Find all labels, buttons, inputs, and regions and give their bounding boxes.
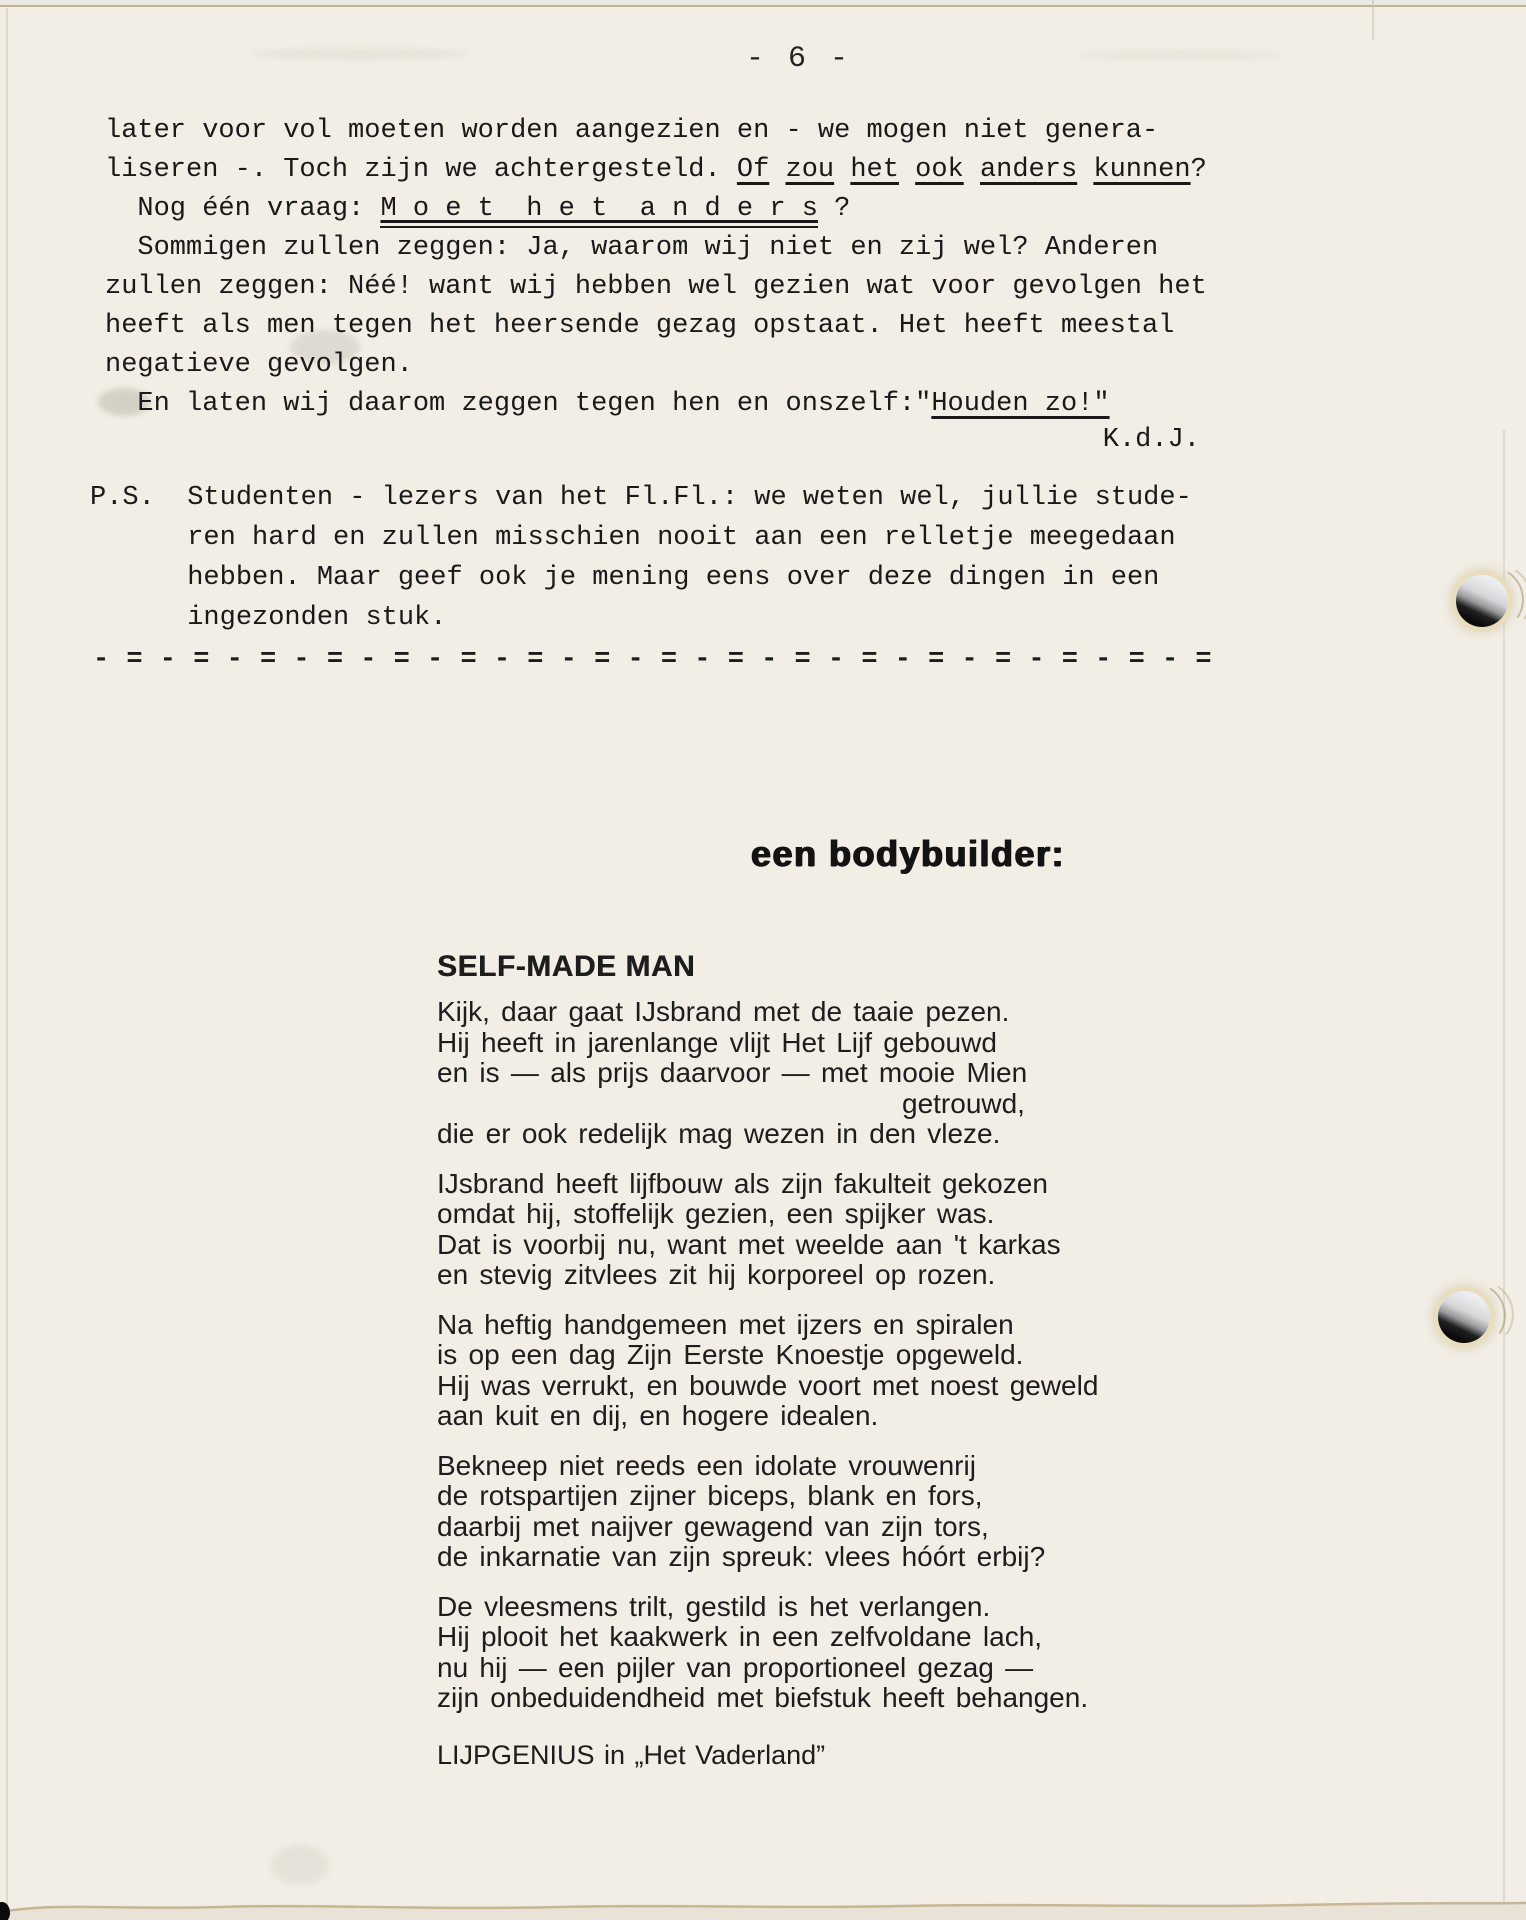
typewriter-line (105, 346, 1207, 385)
poem-stanza (437, 997, 1157, 1150)
poem-line: Hij heeft in jarenlange vlijt Het Lijf gebouwd (437, 1026, 997, 1058)
typewriter-line (105, 190, 1207, 229)
typewriter-line (105, 229, 1207, 268)
text-segment: later voor vol moeten worden aangezien en - we mogen niet genera- (105, 116, 1159, 146)
text-segment: P.S. Studenten - lezers van het Fl.Fl.: we weten wel, jullie stude- (90, 483, 1192, 513)
poem-line: Hij plooit het kaakwerk in een zelfvoldane lach, (437, 1621, 1043, 1652)
postscript-paragraph (90, 478, 1192, 638)
text-segment: ren hard en zullen misschien nooit aan een relletje meegedaan (90, 523, 1176, 553)
typewriter-line (105, 151, 1207, 190)
poem-credit: LIJPGENIUS in „Het Vaderland” (437, 1739, 826, 1770)
underlined-text: Houden zo!" (931, 389, 1110, 419)
typewriter-line (90, 478, 1192, 518)
poem-line: getrouwd, (902, 1087, 1025, 1119)
underlined-text: M o e t h e t a n d e r s (380, 194, 817, 228)
poem-line: omdat hij, stoffelijk gezien, een spijker was. (437, 1198, 995, 1229)
poem-line: Bekneep niet reeds een idolate vrouwenrij (437, 1449, 976, 1481)
typewriter-paragraphs (105, 112, 1207, 424)
typewriter-line (90, 598, 1192, 638)
typewriter-line (105, 112, 1207, 151)
typewriter-line (90, 518, 1192, 558)
poem-line: de inkarnatie van zijn spreuk: vlees hóórt erbij? (437, 1541, 1046, 1572)
poem-line: Hij was verrukt, en bouwde voort met noest geweld (437, 1369, 1099, 1401)
pencil-scribble (1080, 50, 1280, 60)
typewriter-line (90, 558, 1192, 598)
scan-artifact-vertical-line (1372, 0, 1374, 40)
poem-line: en is — als prijs daarvoor — met mooie Mien (437, 1057, 1028, 1088)
text-segment: Sommigen zullen zeggen: Ja, waarom wij niet en zij wel? Anderen (105, 233, 1159, 263)
text-segment: Nog één vraag: (105, 194, 381, 224)
poem-line: De vleesmens trilt, gestild is het verlangen. (437, 1590, 991, 1622)
scan-edge-bottom (0, 1896, 1526, 1920)
poem-line: Kijk, daar gaat IJsbrand met de taaie pezen. (437, 996, 1010, 1027)
scan-smudge (270, 1845, 330, 1885)
text-segment: ? (1190, 155, 1207, 185)
punch-hole (1438, 1291, 1490, 1343)
dashed-separator: - = - = - = - = - = - = - = - = - = - = - = - = - = - = - = - = - = (93, 645, 1213, 675)
scan-artifact-vertical-line (1503, 430, 1505, 1920)
poem-line: nu hij — een pijler van proportioneel gezag — (437, 1651, 1034, 1683)
poem-stanza (437, 1169, 1157, 1291)
typewriter-line (105, 268, 1207, 307)
poem-title: SELF-MADE MAN (437, 950, 696, 983)
underlined-text: Of (736, 155, 770, 185)
poem-line: zijn onbeduidendheid met biefstuk heeft behangen. (437, 1682, 1089, 1713)
text-segment (964, 155, 980, 185)
scan-edge-left (6, 8, 8, 1920)
underlined-text: zou (785, 155, 835, 185)
text-segment (1077, 155, 1093, 185)
underlined-text: het (850, 155, 899, 185)
poem-line: Na heftig handgemeen met ijzers en spiralen (437, 1308, 1014, 1340)
text-segment: ? (817, 194, 851, 224)
underlined-text: anders (979, 155, 1078, 185)
text-segment: liseren -. Toch zijn we achtergesteld. (105, 155, 737, 185)
text-segment: heeft als men tegen het heersende gezag opstaat. Het heeft meestal (105, 311, 1175, 341)
poem-line: IJsbrand heeft lijfbouw als zijn fakulteit gekozen (437, 1167, 1048, 1199)
poem-line: is op een dag Zijn Eerste Knoestje opgeweld. (437, 1339, 1024, 1370)
text-segment (834, 155, 850, 185)
text-segment: En laten wij daarom zeggen tegen hen en onszelf:" (105, 389, 932, 419)
poem-line: daarbij met naijver gewagend van zijn tors, (437, 1510, 989, 1542)
author-initials: K.d.J. (1102, 425, 1200, 455)
page-number: - 6 - (746, 42, 852, 76)
text-segment: zullen zeggen: Néé! want wij hebben wel gezien wat voor gevolgen het (105, 272, 1207, 302)
punch-hole (1456, 575, 1508, 627)
poem-clipping (437, 950, 1157, 1771)
scan-edge-top-line (0, 5, 1526, 7)
underlined-text: ook (915, 155, 964, 185)
poem-stanza (437, 1451, 1157, 1573)
text-segment (899, 155, 915, 185)
text-segment: negatieve gevolgen. (105, 350, 413, 380)
text-segment: hebben. Maar geef ook je mening eens over deze dingen in een (90, 563, 1160, 593)
poem-line: die er ook redelijk mag wezen in den vleze. (437, 1118, 1001, 1149)
typewriter-line (105, 307, 1207, 346)
poem-line: aan kuit en dij, en hogere idealen. (437, 1400, 879, 1431)
poem-line: Dat is voorbij nu, want met weelde aan 't karkas (437, 1228, 1061, 1260)
poem-stanza (437, 1310, 1157, 1432)
poem-stanzas (437, 997, 1157, 1714)
underlined-text: kunnen (1093, 155, 1191, 185)
poem-line: en stevig zitvlees zit hij korporeel op rozen. (437, 1259, 996, 1290)
poem-line: de rotspartijen zijner biceps, blank en fors, (437, 1480, 983, 1511)
poem-stanza (437, 1592, 1157, 1714)
section-heading: een bodybuilder: (751, 833, 1066, 874)
pencil-scribble (250, 48, 470, 60)
text-segment: ingezonden stuk. (90, 603, 447, 633)
typewriter-line (105, 385, 1207, 424)
text-segment (769, 155, 785, 185)
